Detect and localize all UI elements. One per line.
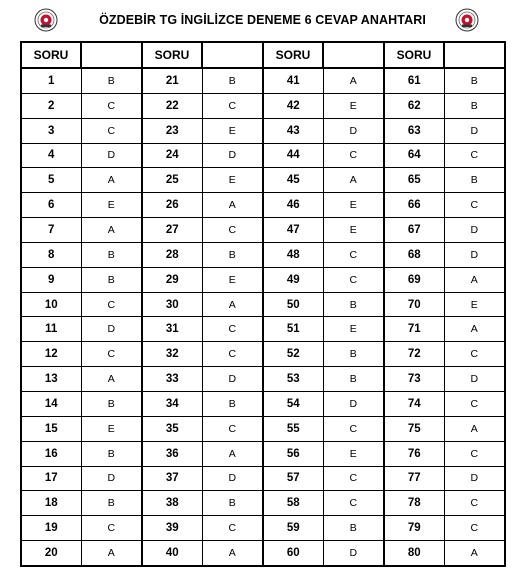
answer-letter: C [323, 466, 384, 491]
table-row [21, 441, 505, 466]
answer-letter: E [81, 416, 142, 441]
answer-letter: B [444, 68, 505, 93]
question-number: 55 [263, 416, 323, 441]
answer-letter: B [81, 267, 142, 292]
column-header-soru: SORU [142, 42, 202, 68]
question-number: 60 [263, 541, 323, 566]
question-number: 6 [21, 193, 81, 218]
question-number: 51 [263, 317, 323, 342]
answer-letter: D [81, 466, 142, 491]
question-number: 69 [384, 267, 444, 292]
question-number: 43 [263, 118, 323, 143]
question-number: 53 [263, 367, 323, 392]
question-number: 46 [263, 193, 323, 218]
answer-letter: A [202, 441, 263, 466]
answer-key-body [21, 68, 505, 566]
table-row [21, 391, 505, 416]
table-row [21, 491, 505, 516]
question-number: 15 [21, 416, 81, 441]
answer-letter: D [323, 118, 384, 143]
answer-letter: B [444, 93, 505, 118]
table-row [21, 267, 505, 292]
question-number: 25 [142, 168, 202, 193]
answer-letter: C [81, 342, 142, 367]
answer-letter: D [202, 466, 263, 491]
question-number: 74 [384, 391, 444, 416]
question-number: 59 [263, 516, 323, 541]
answer-letter: C [444, 193, 505, 218]
answer-letter: B [81, 491, 142, 516]
ozdebir-logo-icon [34, 8, 58, 32]
question-number: 70 [384, 292, 444, 317]
answer-letter: B [323, 292, 384, 317]
column-header-answer [202, 42, 263, 68]
answer-letter: D [323, 391, 384, 416]
table-row [21, 93, 505, 118]
answer-letter: D [444, 218, 505, 243]
answer-letter: E [323, 193, 384, 218]
answer-letter: E [202, 168, 263, 193]
table-row [21, 193, 505, 218]
question-number: 12 [21, 342, 81, 367]
question-number: 37 [142, 466, 202, 491]
question-number: 18 [21, 491, 81, 516]
question-number: 22 [142, 93, 202, 118]
question-number: 14 [21, 391, 81, 416]
header [0, 0, 525, 40]
question-number: 23 [142, 118, 202, 143]
question-number: 27 [142, 218, 202, 243]
column-header-soru: SORU [263, 42, 323, 68]
question-number: 50 [263, 292, 323, 317]
question-number: 75 [384, 416, 444, 441]
question-number: 41 [263, 68, 323, 93]
table-row [21, 68, 505, 93]
question-number: 19 [21, 516, 81, 541]
question-number: 68 [384, 242, 444, 267]
answer-letter: A [81, 168, 142, 193]
question-number: 17 [21, 466, 81, 491]
answer-letter: B [81, 68, 142, 93]
table-row [21, 118, 505, 143]
answer-letter: E [202, 267, 263, 292]
answer-letter: B [202, 391, 263, 416]
question-number: 8 [21, 242, 81, 267]
question-number: 1 [21, 68, 81, 93]
table-row [21, 317, 505, 342]
question-number: 39 [142, 516, 202, 541]
question-number: 38 [142, 491, 202, 516]
answer-key-table [20, 41, 506, 567]
question-number: 9 [21, 267, 81, 292]
question-number: 4 [21, 143, 81, 168]
table-row [21, 143, 505, 168]
question-number: 24 [142, 143, 202, 168]
question-number: 3 [21, 118, 81, 143]
answer-letter: C [444, 491, 505, 516]
column-header-soru: SORU [384, 42, 444, 68]
question-number: 34 [142, 391, 202, 416]
question-number: 7 [21, 218, 81, 243]
column-header-answer [444, 42, 505, 68]
answer-letter: E [81, 193, 142, 218]
answer-letter: B [202, 242, 263, 267]
answer-letter: C [323, 416, 384, 441]
answer-letter: A [202, 193, 263, 218]
answer-letter: C [323, 491, 384, 516]
table-row [21, 168, 505, 193]
answer-letter: A [444, 267, 505, 292]
answer-letter: C [444, 143, 505, 168]
table-row [21, 218, 505, 243]
answer-letter: B [81, 242, 142, 267]
question-number: 72 [384, 342, 444, 367]
answer-letter: A [202, 292, 263, 317]
question-number: 16 [21, 441, 81, 466]
page-title: ÖZDEBİR TG İNGİLİZCE DENEME 6 CEVAP ANAHTARI [99, 13, 426, 27]
table-row [21, 416, 505, 441]
answer-letter: D [444, 118, 505, 143]
answer-letter: C [81, 292, 142, 317]
question-number: 61 [384, 68, 444, 93]
answer-letter: D [202, 367, 263, 392]
answer-letter: E [323, 317, 384, 342]
question-number: 32 [142, 342, 202, 367]
question-number: 47 [263, 218, 323, 243]
answer-letter: C [323, 267, 384, 292]
question-number: 33 [142, 367, 202, 392]
question-number: 42 [263, 93, 323, 118]
answer-letter: E [323, 93, 384, 118]
table-row [21, 342, 505, 367]
ozdebir-logo-icon [455, 8, 479, 32]
answer-letter: A [81, 218, 142, 243]
question-number: 57 [263, 466, 323, 491]
answer-letter: C [202, 218, 263, 243]
column-header-soru: SORU [21, 42, 81, 68]
question-number: 67 [384, 218, 444, 243]
question-number: 21 [142, 68, 202, 93]
answer-letter: C [444, 441, 505, 466]
question-number: 62 [384, 93, 444, 118]
answer-letter: C [323, 242, 384, 267]
answer-letter: D [81, 317, 142, 342]
answer-letter: A [323, 68, 384, 93]
answer-letter: B [323, 367, 384, 392]
question-number: 71 [384, 317, 444, 342]
answer-letter: C [202, 516, 263, 541]
question-number: 10 [21, 292, 81, 317]
question-number: 31 [142, 317, 202, 342]
answer-letter: E [323, 218, 384, 243]
answer-letter: B [81, 441, 142, 466]
answer-letter: C [81, 118, 142, 143]
question-number: 48 [263, 242, 323, 267]
question-number: 76 [384, 441, 444, 466]
answer-letter: C [444, 342, 505, 367]
answer-letter: C [444, 516, 505, 541]
answer-letter: A [444, 416, 505, 441]
question-number: 29 [142, 267, 202, 292]
answer-letter: B [202, 68, 263, 93]
answer-letter: E [202, 118, 263, 143]
question-number: 13 [21, 367, 81, 392]
question-number: 44 [263, 143, 323, 168]
answer-letter: B [81, 391, 142, 416]
table-row [21, 466, 505, 491]
answer-letter: D [444, 242, 505, 267]
answer-letter: A [444, 317, 505, 342]
answer-letter: A [444, 541, 505, 566]
answer-letter: B [323, 342, 384, 367]
answer-letter: A [202, 541, 263, 566]
question-number: 49 [263, 267, 323, 292]
question-number: 52 [263, 342, 323, 367]
question-number: 56 [263, 441, 323, 466]
question-number: 58 [263, 491, 323, 516]
answer-letter: A [323, 168, 384, 193]
answer-letter: B [202, 491, 263, 516]
answer-letter: D [202, 143, 263, 168]
question-number: 30 [142, 292, 202, 317]
column-header-answer [323, 42, 384, 68]
answer-letter: C [202, 342, 263, 367]
answer-letter: C [202, 93, 263, 118]
answer-letter: C [202, 317, 263, 342]
answer-letter: E [444, 292, 505, 317]
table-row [21, 242, 505, 267]
question-number: 54 [263, 391, 323, 416]
question-number: 36 [142, 441, 202, 466]
answer-letter: C [444, 391, 505, 416]
question-number: 2 [21, 93, 81, 118]
question-number: 45 [263, 168, 323, 193]
question-number: 11 [21, 317, 81, 342]
question-number: 78 [384, 491, 444, 516]
table-row [21, 541, 505, 566]
answer-letter: D [323, 541, 384, 566]
question-number: 5 [21, 168, 81, 193]
table-row [21, 367, 505, 392]
answer-letter: D [444, 466, 505, 491]
answer-letter: C [202, 416, 263, 441]
question-number: 73 [384, 367, 444, 392]
question-number: 79 [384, 516, 444, 541]
table-row [21, 516, 505, 541]
question-number: 26 [142, 193, 202, 218]
answer-letter: C [323, 143, 384, 168]
answer-letter: D [81, 143, 142, 168]
column-header-answer [81, 42, 142, 68]
header-row [21, 42, 505, 68]
question-number: 77 [384, 466, 444, 491]
question-number: 80 [384, 541, 444, 566]
table-row [21, 292, 505, 317]
answer-letter: C [81, 516, 142, 541]
question-number: 66 [384, 193, 444, 218]
question-number: 64 [384, 143, 444, 168]
answer-letter: A [81, 367, 142, 392]
question-number: 35 [142, 416, 202, 441]
answer-letter: D [444, 367, 505, 392]
answer-letter: B [444, 168, 505, 193]
question-number: 28 [142, 242, 202, 267]
answer-letter: E [323, 441, 384, 466]
question-number: 40 [142, 541, 202, 566]
question-number: 65 [384, 168, 444, 193]
answer-letter: C [81, 93, 142, 118]
answer-letter: A [81, 541, 142, 566]
answer-letter: B [323, 516, 384, 541]
question-number: 63 [384, 118, 444, 143]
question-number: 20 [21, 541, 81, 566]
